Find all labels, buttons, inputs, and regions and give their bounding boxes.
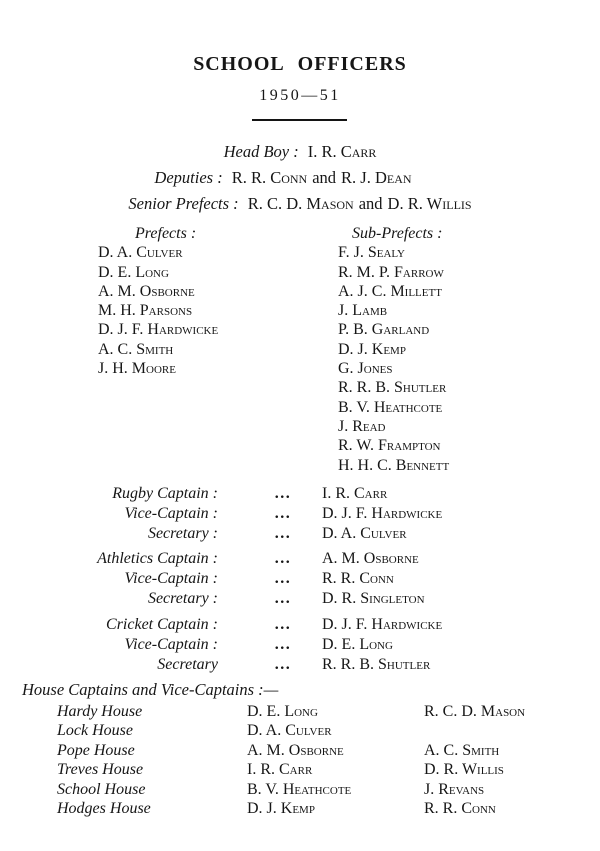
prefects-heading: Prefects :	[135, 225, 197, 242]
head-boy-label: Head Boy :	[223, 142, 299, 161]
dot-leader: ...	[274, 589, 292, 607]
cricket-secretary-row	[0, 655, 600, 675]
sub-prefect-item: J. Lamb	[338, 302, 388, 320]
house-captain-name: D. A. Culver	[247, 722, 332, 740]
prefect-item: A. M. Osborne	[98, 282, 195, 300]
house-name: Pope House	[57, 741, 135, 759]
head-boy-line	[0, 139, 600, 165]
prefects-column	[98, 224, 218, 378]
dot-leader: ...	[274, 616, 292, 633]
rugby-captain-label: Rugby Captain :	[112, 485, 218, 502]
cricket-secretary-label: Secretary	[157, 655, 218, 673]
athletics-secretary-row	[0, 589, 600, 609]
divider-rule	[252, 119, 347, 121]
sub-prefect-item: B. V. Heathcote	[338, 398, 443, 416]
sub-prefect-item: A. J. C. Millett	[338, 282, 442, 300]
table-row	[0, 721, 600, 740]
cricket-vice-captain-label: Vice-Captain :	[124, 635, 218, 653]
rugby-captain-name: I. R. Carr	[322, 485, 388, 502]
house-captains-table	[0, 702, 600, 818]
deputy-name-2: R. J. Dean	[341, 168, 412, 187]
table-row	[0, 799, 600, 818]
sub-prefect-item: G. Jones	[338, 360, 393, 378]
house-name: Hardy House	[57, 703, 143, 720]
house-name: Lock House	[57, 722, 133, 740]
dot-leader: ...	[274, 504, 292, 522]
page-title: SCHOOL OFFICERS	[193, 53, 407, 75]
cricket-captain-label: Cricket Captain :	[106, 616, 218, 633]
cricket-vice-captain-name: D. E. Long	[322, 635, 393, 653]
officer-lines	[0, 139, 600, 217]
athletics-officers-group	[0, 549, 600, 608]
deputy-name-1: R. R. Conn	[231, 168, 308, 187]
deputies-joiner: and	[312, 168, 337, 187]
senior-prefects-label: Senior Prefects :	[128, 194, 239, 213]
rugby-secretary-name: D. A. Culver	[322, 524, 407, 542]
cricket-captain-row	[0, 615, 600, 635]
sub-prefect-item: R. R. B. Shutler	[338, 379, 447, 397]
sub-prefects-column	[338, 224, 449, 475]
athletics-vice-captain-label: Vice-Captain :	[124, 569, 218, 587]
house-name: School House	[57, 780, 146, 798]
house-captain-name: B. V. Heathcote	[247, 780, 352, 798]
head-boy-name: I. R. Carr	[307, 142, 377, 161]
athletics-secretary-label: Secretary :	[147, 589, 218, 607]
dot-leader: ...	[274, 550, 292, 567]
house-vice-captain-name: R. R. Conn	[424, 799, 496, 817]
sub-prefect-item: P. B. Garland	[338, 321, 430, 339]
rugby-captain-row	[0, 484, 600, 504]
rugby-vice-captain-label: Vice-Captain :	[124, 504, 218, 522]
sub-prefect-item: J. Read	[338, 417, 386, 435]
dot-leader: ...	[274, 655, 292, 673]
house-vice-captain-name: J. Revans	[424, 780, 485, 798]
athletics-vice-captain-name: R. R. Conn	[322, 569, 394, 587]
athletics-vice-captain-row	[0, 569, 600, 589]
sub-prefect-item: R. M. P. Farrow	[338, 263, 444, 281]
athletics-secretary-name: D. R. Singleton	[322, 589, 425, 607]
dot-leader: ...	[274, 524, 292, 542]
house-captain-name: D. J. Kemp	[247, 799, 315, 817]
athletics-captain-label: Athletics Captain :	[97, 550, 218, 567]
house-captain-name: D. E. Long	[247, 703, 318, 720]
house-captain-name: I. R. Carr	[247, 761, 313, 779]
senior-prefects-joiner: and	[358, 194, 383, 213]
sub-prefect-item: D. J. Kemp	[338, 340, 406, 358]
house-name: Treves House	[57, 761, 144, 779]
year-heading: 1950—51	[259, 87, 341, 104]
senior-prefect-name-1: R. C. D. Mason	[247, 194, 354, 213]
cricket-captain-name: D. J. F. Hardwicke	[322, 616, 443, 633]
deputies-label: Deputies :	[154, 168, 223, 187]
table-row	[0, 741, 600, 760]
deputies-line	[0, 165, 583, 191]
cricket-officers-group	[0, 615, 600, 674]
prefect-item: D. A. Culver	[98, 244, 183, 262]
house-vice-captain-name: R. C. D. Mason	[424, 703, 526, 720]
athletics-captain-name: A. M. Osborne	[322, 550, 419, 567]
dot-leader: ...	[274, 635, 292, 653]
cricket-secretary-name: R. R. B. Shutler	[322, 655, 431, 673]
prefect-item: D. J. F. Hardwicke	[98, 321, 219, 339]
house-captains-heading: House Captains and Vice-Captains :—	[22, 680, 279, 699]
senior-prefect-name-2: D. R. Willis	[387, 194, 472, 213]
prefect-item: J. H. Moore	[98, 360, 176, 378]
house-captain-name: A. M. Osborne	[247, 741, 344, 759]
dot-leader: ...	[274, 485, 292, 502]
house-name: Hodges House	[57, 799, 151, 817]
rugby-secretary-label: Secretary :	[147, 524, 218, 542]
prefect-item: M. H. Parsons	[98, 302, 193, 320]
house-vice-captain-name: D. R. Willis	[424, 761, 504, 779]
cricket-vice-captain-row	[0, 635, 600, 655]
senior-prefects-line	[0, 191, 600, 217]
sub-prefect-item: R. W. Frampton	[338, 437, 441, 455]
prefect-item: A. C. Smith	[98, 340, 174, 358]
rugby-vice-captain-name: D. J. F. Hardwicke	[322, 504, 443, 522]
house-vice-captain-name: A. C. Smith	[424, 741, 500, 759]
table-row	[0, 760, 600, 779]
table-row	[0, 702, 600, 721]
rugby-officers-group	[0, 484, 600, 543]
rugby-secretary-row	[0, 524, 600, 544]
sub-prefect-item: H. H. C. Bennett	[338, 456, 450, 474]
prefect-item: D. E. Long	[98, 263, 169, 281]
table-row	[0, 780, 600, 799]
athletics-captain-row	[0, 549, 600, 569]
rugby-vice-captain-row	[0, 504, 600, 524]
sub-prefect-item: F. J. Sealy	[338, 244, 405, 262]
sub-prefects-heading: Sub-Prefects :	[352, 225, 443, 242]
dot-leader: ...	[274, 569, 292, 587]
